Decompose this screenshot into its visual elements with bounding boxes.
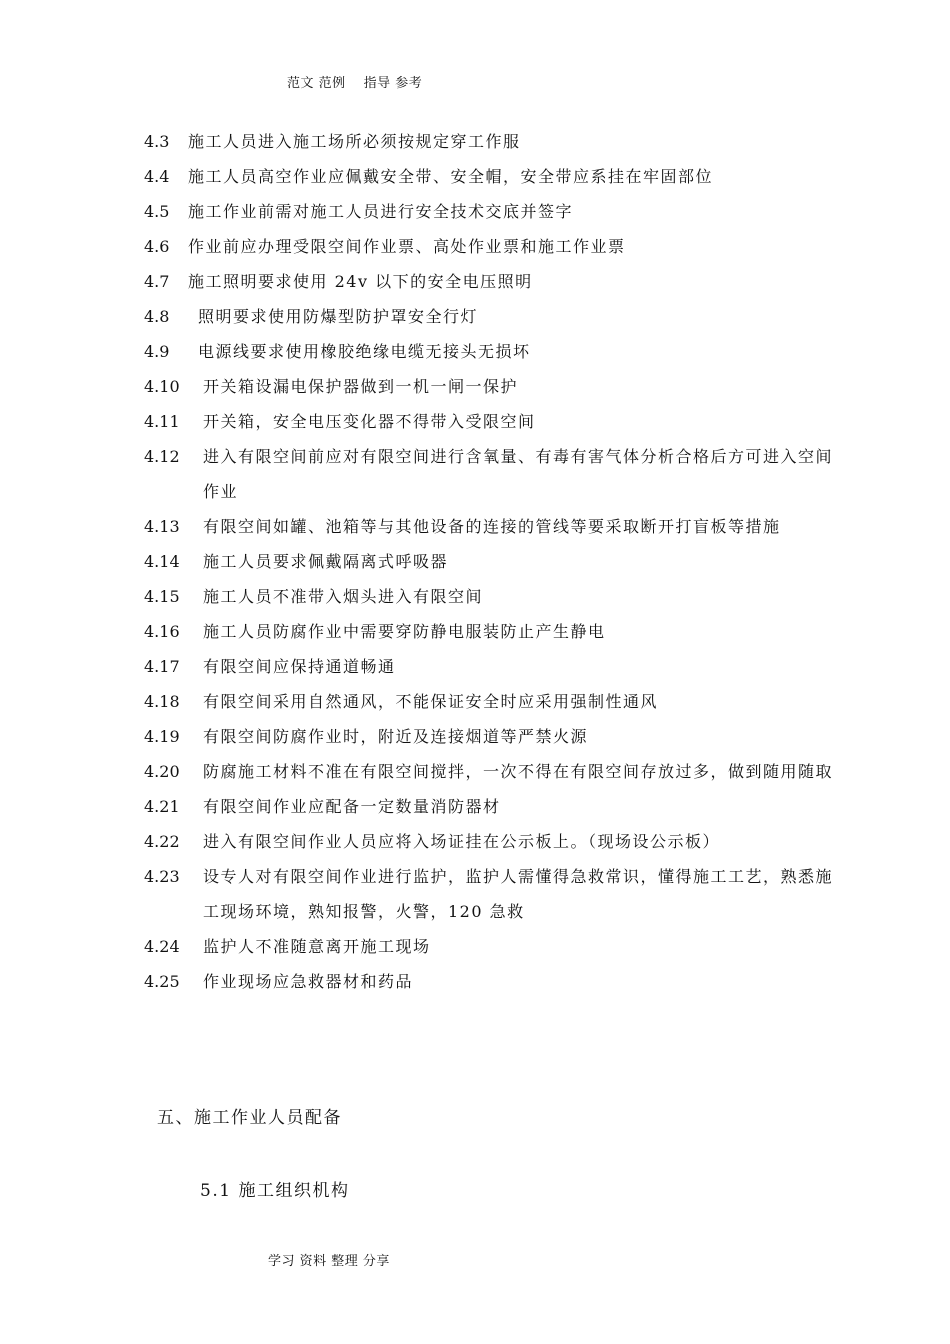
subsection-heading: 5.1 施工组织机构 [200, 1181, 350, 1201]
item-number: 4.7 [144, 272, 170, 291]
list-item [144, 824, 834, 859]
list-item [144, 719, 834, 754]
item-text: 照明要求使用防爆型防护罩安全行灯 [198, 307, 479, 326]
item-number: 4.21 [144, 797, 180, 816]
item-text: 有限空间应保持通道畅通 [203, 657, 396, 676]
item-text: 作业前应办理受限空间作业票、高处作业票和施工作业票 [188, 237, 626, 256]
list-item [144, 124, 834, 159]
item-text: 监护人不准随意离开施工现场 [203, 937, 431, 956]
item-text: 进入有限空间作业人员应将入场证挂在公示板上。（现场设公示板） [203, 832, 721, 851]
list-item [144, 754, 834, 789]
list-item [144, 964, 834, 999]
item-number: 4.8 [144, 307, 170, 326]
item-number: 4.4 [144, 167, 170, 186]
list-item [144, 859, 834, 929]
list-item [144, 439, 834, 509]
item-number: 4.23 [144, 867, 180, 886]
item-number: 4.24 [144, 937, 180, 956]
item-number: 4.10 [144, 377, 180, 396]
item-number: 4.20 [144, 762, 180, 781]
item-number: 4.19 [144, 727, 180, 746]
item-text: 施工人员高空作业应佩戴安全带、安全帽，安全带应系挂在牢固部位 [188, 167, 714, 186]
item-text: 施工照明要求使用 24v 以下的安全电压照明 [188, 272, 533, 291]
item-number: 4.13 [144, 517, 180, 536]
item-text: 电源线要求使用橡胶绝缘电缆无接头无损坏 [198, 342, 531, 361]
list-item [144, 544, 834, 579]
item-number: 4.5 [144, 202, 170, 221]
safety-requirements-list [144, 124, 834, 999]
item-number: 4.3 [144, 132, 170, 151]
item-text: 开关箱设漏电保护器做到一机一闸一保护 [203, 377, 519, 396]
item-number: 4.15 [144, 587, 180, 606]
list-item [144, 789, 834, 824]
item-number: 4.16 [144, 622, 180, 641]
item-text: 施工人员不准带入烟头进入有限空间 [203, 587, 484, 606]
item-number: 4.25 [144, 972, 180, 991]
item-text: 施工人员防腐作业中需要穿防静电服装防止产生静电 [203, 622, 606, 641]
list-item [144, 509, 834, 544]
item-text: 有限空间防腐作业时，附近及连接烟道等严禁火源 [203, 727, 589, 746]
header-left-text: 范文 范例 [287, 76, 346, 91]
list-item [144, 684, 834, 719]
item-text: 进入有限空间前应对有限空间进行含氧量、有毒有害气体分析合格后方可进入空间作业 [203, 447, 834, 501]
item-number: 4.18 [144, 692, 180, 711]
item-text: 有限空间如罐、池箱等与其他设备的连接的管线等要采取断开打盲板等措施 [203, 517, 781, 536]
item-text: 作业现场应急救器材和药品 [203, 972, 414, 991]
item-number: 4.22 [144, 832, 180, 851]
list-item [144, 334, 834, 369]
list-item [144, 614, 834, 649]
list-item [144, 404, 834, 439]
item-text: 设专人对有限空间作业进行监护，监护人需懂得急救常识，懂得施工工艺，熟悉施工现场环境，熟知报警，火警，120 急救 [203, 867, 834, 921]
item-text: 开关箱，安全电压变化器不得带入受限空间 [203, 412, 536, 431]
list-item [144, 299, 834, 334]
list-item [144, 649, 834, 684]
item-text: 施工人员进入施工场所必须按规定穿工作服 [188, 132, 521, 151]
page-header [287, 72, 422, 91]
item-text: 有限空间采用自然通风，不能保证安全时应采用强制性通风 [203, 692, 659, 711]
item-text: 防腐施工材料不准在有限空间搅拌，一次不得在有限空间存放过多，做到随用随取 [203, 762, 834, 781]
header-right-text: 指导 参考 [363, 76, 423, 91]
item-number: 4.11 [144, 412, 180, 431]
list-item [144, 159, 834, 194]
item-text: 施工作业前需对施工人员进行安全技术交底并签字 [188, 202, 574, 221]
list-item [144, 229, 834, 264]
list-item [144, 264, 834, 299]
section-heading: 五、施工作业人员配备 [157, 1108, 342, 1128]
item-text: 施工人员要求佩戴隔离式呼吸器 [203, 552, 449, 571]
item-number: 4.17 [144, 657, 180, 676]
list-item [144, 369, 834, 404]
list-item [144, 929, 834, 964]
item-number: 4.14 [144, 552, 180, 571]
item-number: 4.9 [144, 342, 170, 361]
list-item [144, 194, 834, 229]
item-text: 有限空间作业应配备一定数量消防器材 [203, 797, 501, 816]
page-footer: 学习 资料 整理 分享 [268, 1254, 390, 1269]
list-item [144, 579, 834, 614]
item-number: 4.12 [144, 447, 180, 466]
item-number: 4.6 [144, 237, 170, 256]
